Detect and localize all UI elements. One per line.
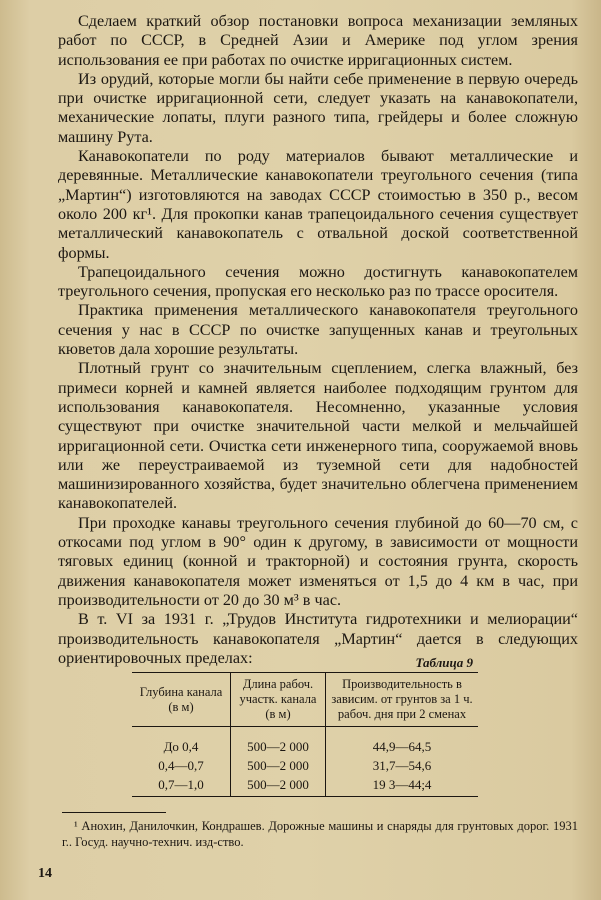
paragraph-5: Практика применения металлического канавокопателя треугольного сечения у нас в СССР по очистке запущенных канав и треугольных кюветов дала хорошие результаты. xyxy=(58,301,578,359)
paragraph-7: При проходке канавы треугольного сечения глубиной до 60—70 см, с откосами под углом в 90° один к другому, в зависимости от мощности тяговых единиц (конной и тракторной) и состояния грунта, скорость движения канавокопателя может изменяться от 1,5 до 4 км в час, при производительности от 20 до 30 м³ в час. xyxy=(58,513,578,609)
cell-productivity: 19 3—44;4 xyxy=(326,775,479,797)
header-depth: Глубина канала (в м) xyxy=(132,673,231,727)
table-row xyxy=(132,775,478,797)
page-number: 14 xyxy=(38,866,52,881)
header-productivity: Производительность в зависим. от грунтов за 1 ч. рабоч. дня при 2 сменах xyxy=(326,673,479,727)
cell-length: 500—2 000 xyxy=(231,775,326,797)
table-row xyxy=(132,756,478,775)
cell-productivity: 44,9—64,5 xyxy=(326,727,479,757)
cell-length: 500—2 000 xyxy=(231,727,326,757)
footnote: ¹ Анохин, Данилочкин, Кондрашев. Дорожные машины и снаряды для грунтовых дорог. 1931 г.. Госуд. научно-технич. изд-ство. xyxy=(62,819,578,849)
cell-depth: 0,4—0,7 xyxy=(158,758,204,773)
paragraph-2: Из орудий, которые могли бы найти себе применение в первую очередь при очистке ирригационной сети, следует указать на канавокопатели, механические лопаты, плуги разного типа, грейдеры и более сложную машину Рута. xyxy=(58,69,578,146)
cell-length: 500—2 000 xyxy=(231,756,326,775)
footnote-divider xyxy=(62,812,166,813)
cell-depth: 0,7—1,0 xyxy=(132,775,231,797)
cell-productivity: 31,7—54,6 xyxy=(326,756,479,775)
header-length: Длина рабоч. участк. канала (в м) xyxy=(231,673,326,727)
paragraph-3: Канавокопатели по роду материалов бывают металлические и деревянные. Металлические канавокопатели треугольного сечения (типа „Мартин“) изготовляются на заводах СССР стоимостью в 350 р., весом около 200 кг¹. Для прокопки канав трапецоидального сечения существует металлический канавокопатель с отвальной доской соответственной формы. xyxy=(58,147,578,262)
paragraph-6: Плотный грунт со значительным сцеплением, слегка влажный, без примеси корней и камней является наиболее подходящим грунтом для использования канавокопателя. Несомненно, указанные условия существуют при очистке значительной части мелкой и мельчайшей ирригационной сети. Очистка сети инженерного типа, сооружаемой вновь или же переустраиваемой из туземной сети для надобностей машинизированного хозяйства, будет значительно облегчена применением канавокопателей. xyxy=(58,359,578,513)
paragraph-8: В т. VI за 1931 г. „Трудов Института гидротехники и мелиорации“ производительность канавокопателя „Мартин“ дается в следующих ориентировочных пределах: xyxy=(58,610,578,667)
table-row xyxy=(132,727,478,757)
body-text xyxy=(58,12,578,668)
productivity-table xyxy=(132,672,478,797)
table-caption: Таблица 9 xyxy=(415,655,473,670)
cell-depth: До 0,4 xyxy=(163,739,199,754)
paragraph-4: Трапецоидального сечения можно достигнуть канавокопателем треугольного сечения, пропуская его несколько раз по трассе оросителя. xyxy=(58,262,578,301)
paragraph-1: Сделаем краткий обзор постановки вопроса механизации земляных работ по СССР, в Средней Азии и Америке под углом зрения использования ее при работах по очистке ирригационных систем. xyxy=(58,12,578,69)
